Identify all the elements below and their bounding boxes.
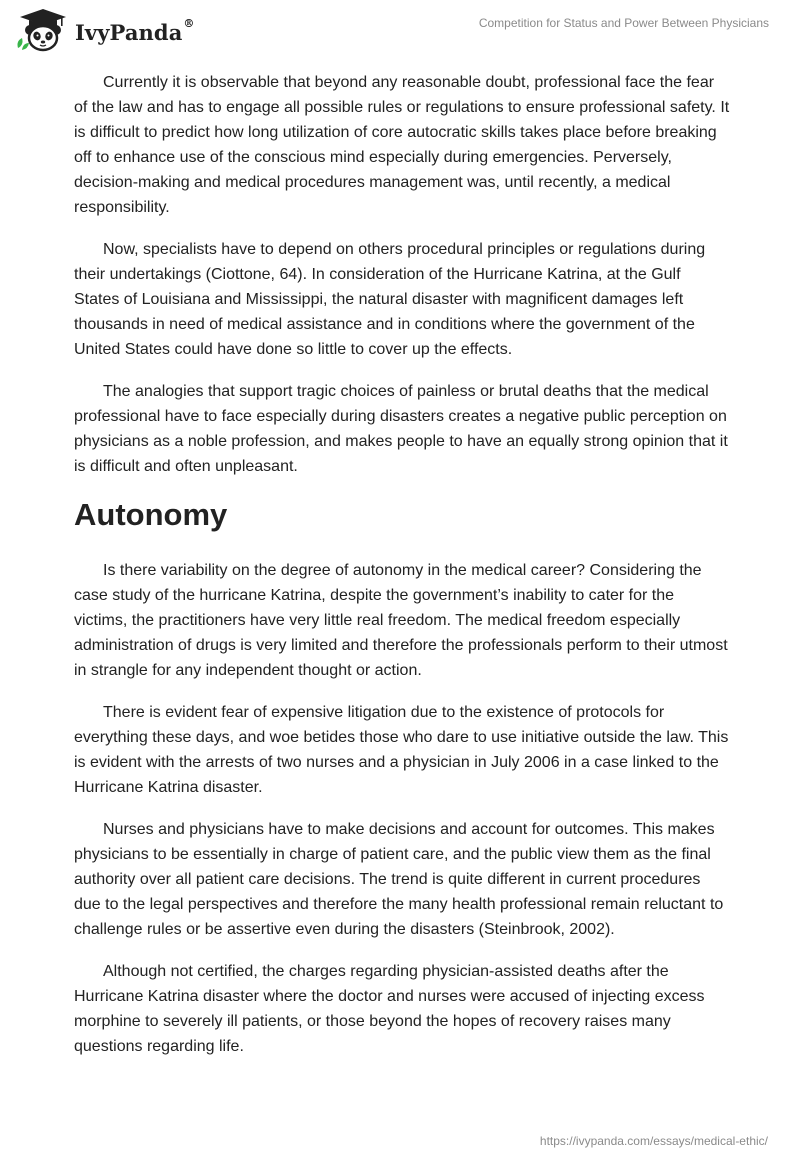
essay-content [74, 70, 730, 1076]
logo-name: IvyPanda [75, 19, 183, 45]
page-header [0, 0, 800, 56]
paragraph: There is evident fear of expensive litigation due to the existence of protocols for everything these days, and woe betides those who dare to use initiative outside the law. This is evident with the arrests of two nurses and a physician in July 2006 in a case linked to the Hurricane Katrina disaster. [74, 704, 729, 796]
logo-registered-mark: ® [183, 16, 195, 30]
paragraph: Now, specialists have to depend on others procedural principles or regulations during their undertakings (Ciottone, 64). In consideration of the Hurricane Katrina, at the Gulf States of Louisiana and Mississippi, the natural disaster with magnificent damages left thousands in need of medical assistance and in conditions where the government of the United States could have done so little to cover up the effects. [74, 241, 706, 358]
paragraph: Nurses and physicians have to make decisions and account for outcomes. This makes physicians to be essentially in charge of patient care, and the public view them as the final authority over all patient care decisions. The trend is quite different in current procedures due to the legal perspectives and therefore the many health professional remain reluctant to challenge rules or be assertive even during the disasters (Steinbrook, 2002). [74, 821, 724, 938]
section-heading-autonomy: Autonomy [74, 497, 228, 532]
paragraph: Currently it is observable that beyond any reasonable doubt, professional face the fear of the law and has to engage all possible rules or regulations to ensure professional safety. It is difficult to predict how long utilization of core autocratic skills takes place before breaking off to enhance use of the conscious mind especially during emergencies. Perversely, decision-making and medical procedures management was, until recently, a medical responsibility. [74, 74, 730, 216]
logo-text [75, 16, 195, 45]
document-title: Competition for Status and Power Between Physicians [478, 16, 769, 30]
panda-graduate-icon [14, 8, 72, 52]
paragraph: Although not certified, the charges regarding physician-assisted deaths after the Hurricane Katrina disaster where the doctor and nurses were accused of injecting excess morphine to severely ill patients, or those beyond the hopes of recovery raises many questions regarding life. [74, 963, 705, 1055]
paragraph: Is there variability on the degree of autonomy in the medical career? Considering the case study of the hurricane Katrina, despite the government’s inability to cater for the victims, the practitioners have very little real freedom. The medical freedom especially administration of drugs is very limited and therefore the professionals perform to their utmost in strangle for any independent thought or action. [74, 562, 728, 679]
source-url[interactable]: https://ivypanda.com/essays/medical-ethic/ [539, 1134, 768, 1148]
ivypanda-logo[interactable] [14, 8, 195, 52]
paragraph: The analogies that support tragic choices of painless or brutal deaths that the medical professional have to face especially during disasters creates a negative public perception on physicians as a noble profession, and makes people to have an equally strong opinion that it is difficult and often unpleasant. [74, 383, 728, 475]
